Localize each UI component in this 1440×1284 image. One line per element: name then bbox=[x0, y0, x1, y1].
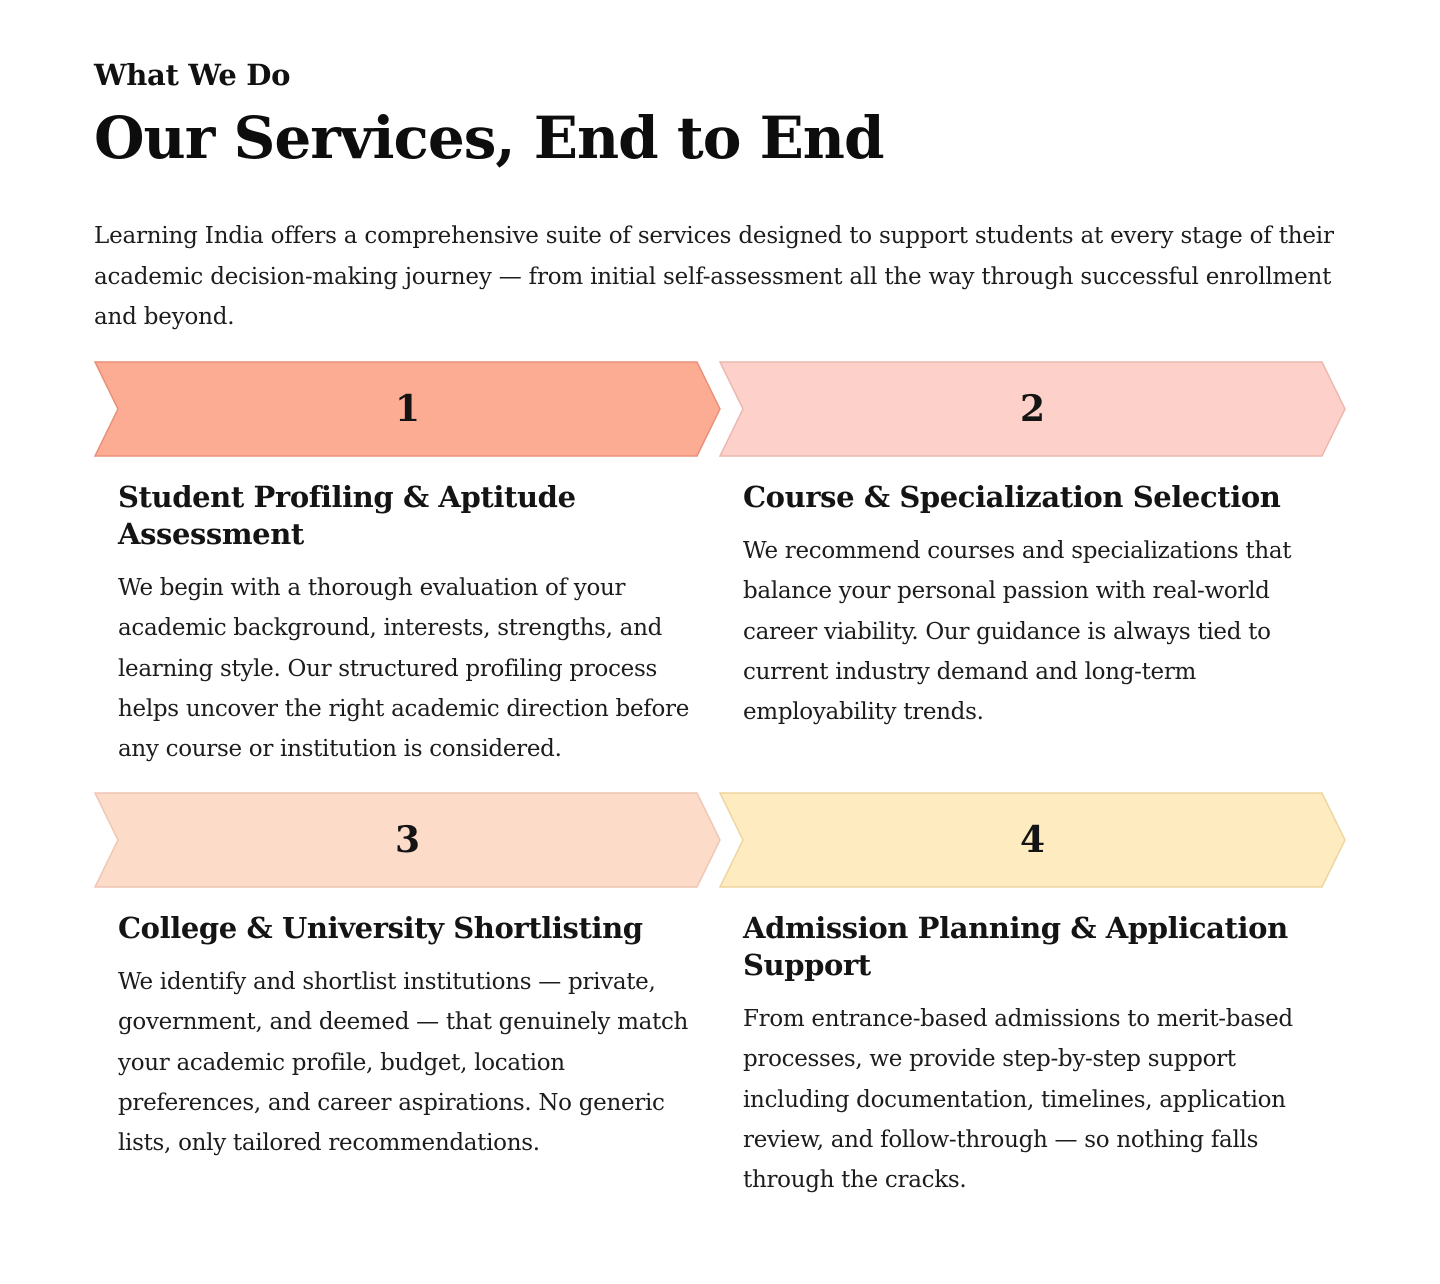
step-banner-1 bbox=[94, 361, 721, 457]
step-number: 1 bbox=[394, 388, 421, 430]
service-title: Course & Specialization Selection bbox=[743, 480, 1281, 514]
service-description: From entrance-based admissions to merit-based processes, we provide step-by-step support including documentation, timelines, application review, and follow-through — so nothing falls through the cracks. bbox=[743, 1006, 1293, 1194]
service-description: We begin with a thorough evaluation of your academic background, interests, strengths, and learning style. Our structured profiling process helps uncover the right academic direction before any course or institution is considered. bbox=[118, 575, 690, 763]
service-card-2 bbox=[743, 479, 1323, 732]
section-eyebrow: What We Do bbox=[94, 58, 291, 92]
step-banner-2 bbox=[719, 361, 1346, 457]
service-description: We identify and shortlist institutions — private, government, and deemed — that genuinely match your academic profile, budget, location preferences, and career aspirations. No generic lists, only tailored recommendations. bbox=[118, 969, 689, 1157]
step-banner-3 bbox=[94, 792, 721, 888]
step-number: 3 bbox=[394, 819, 421, 861]
service-title: College & University Shortlisting bbox=[118, 911, 643, 945]
step-number: 4 bbox=[1019, 819, 1046, 861]
service-title: Admission Planning & Application Support bbox=[743, 911, 1288, 982]
page-title: Our Services, End to End bbox=[94, 104, 884, 172]
service-card-4 bbox=[743, 910, 1323, 1200]
service-description: We recommend courses and specializations that balance your personal passion with real-world career viability. Our guidance is always tied to current industry demand and long-term employability trends. bbox=[743, 538, 1292, 726]
service-card-1 bbox=[118, 479, 698, 769]
step-number: 2 bbox=[1019, 388, 1046, 430]
service-title: Student Profiling & Aptitude Assessment bbox=[118, 480, 576, 551]
step-banner-4 bbox=[719, 792, 1346, 888]
intro-paragraph: Learning India offers a comprehensive suite of services designed to support students at every stage of their academic decision-making journey — from initial self-assessment all the way through successful enrollment and beyond. bbox=[94, 223, 1334, 330]
service-card-3 bbox=[118, 910, 698, 1163]
